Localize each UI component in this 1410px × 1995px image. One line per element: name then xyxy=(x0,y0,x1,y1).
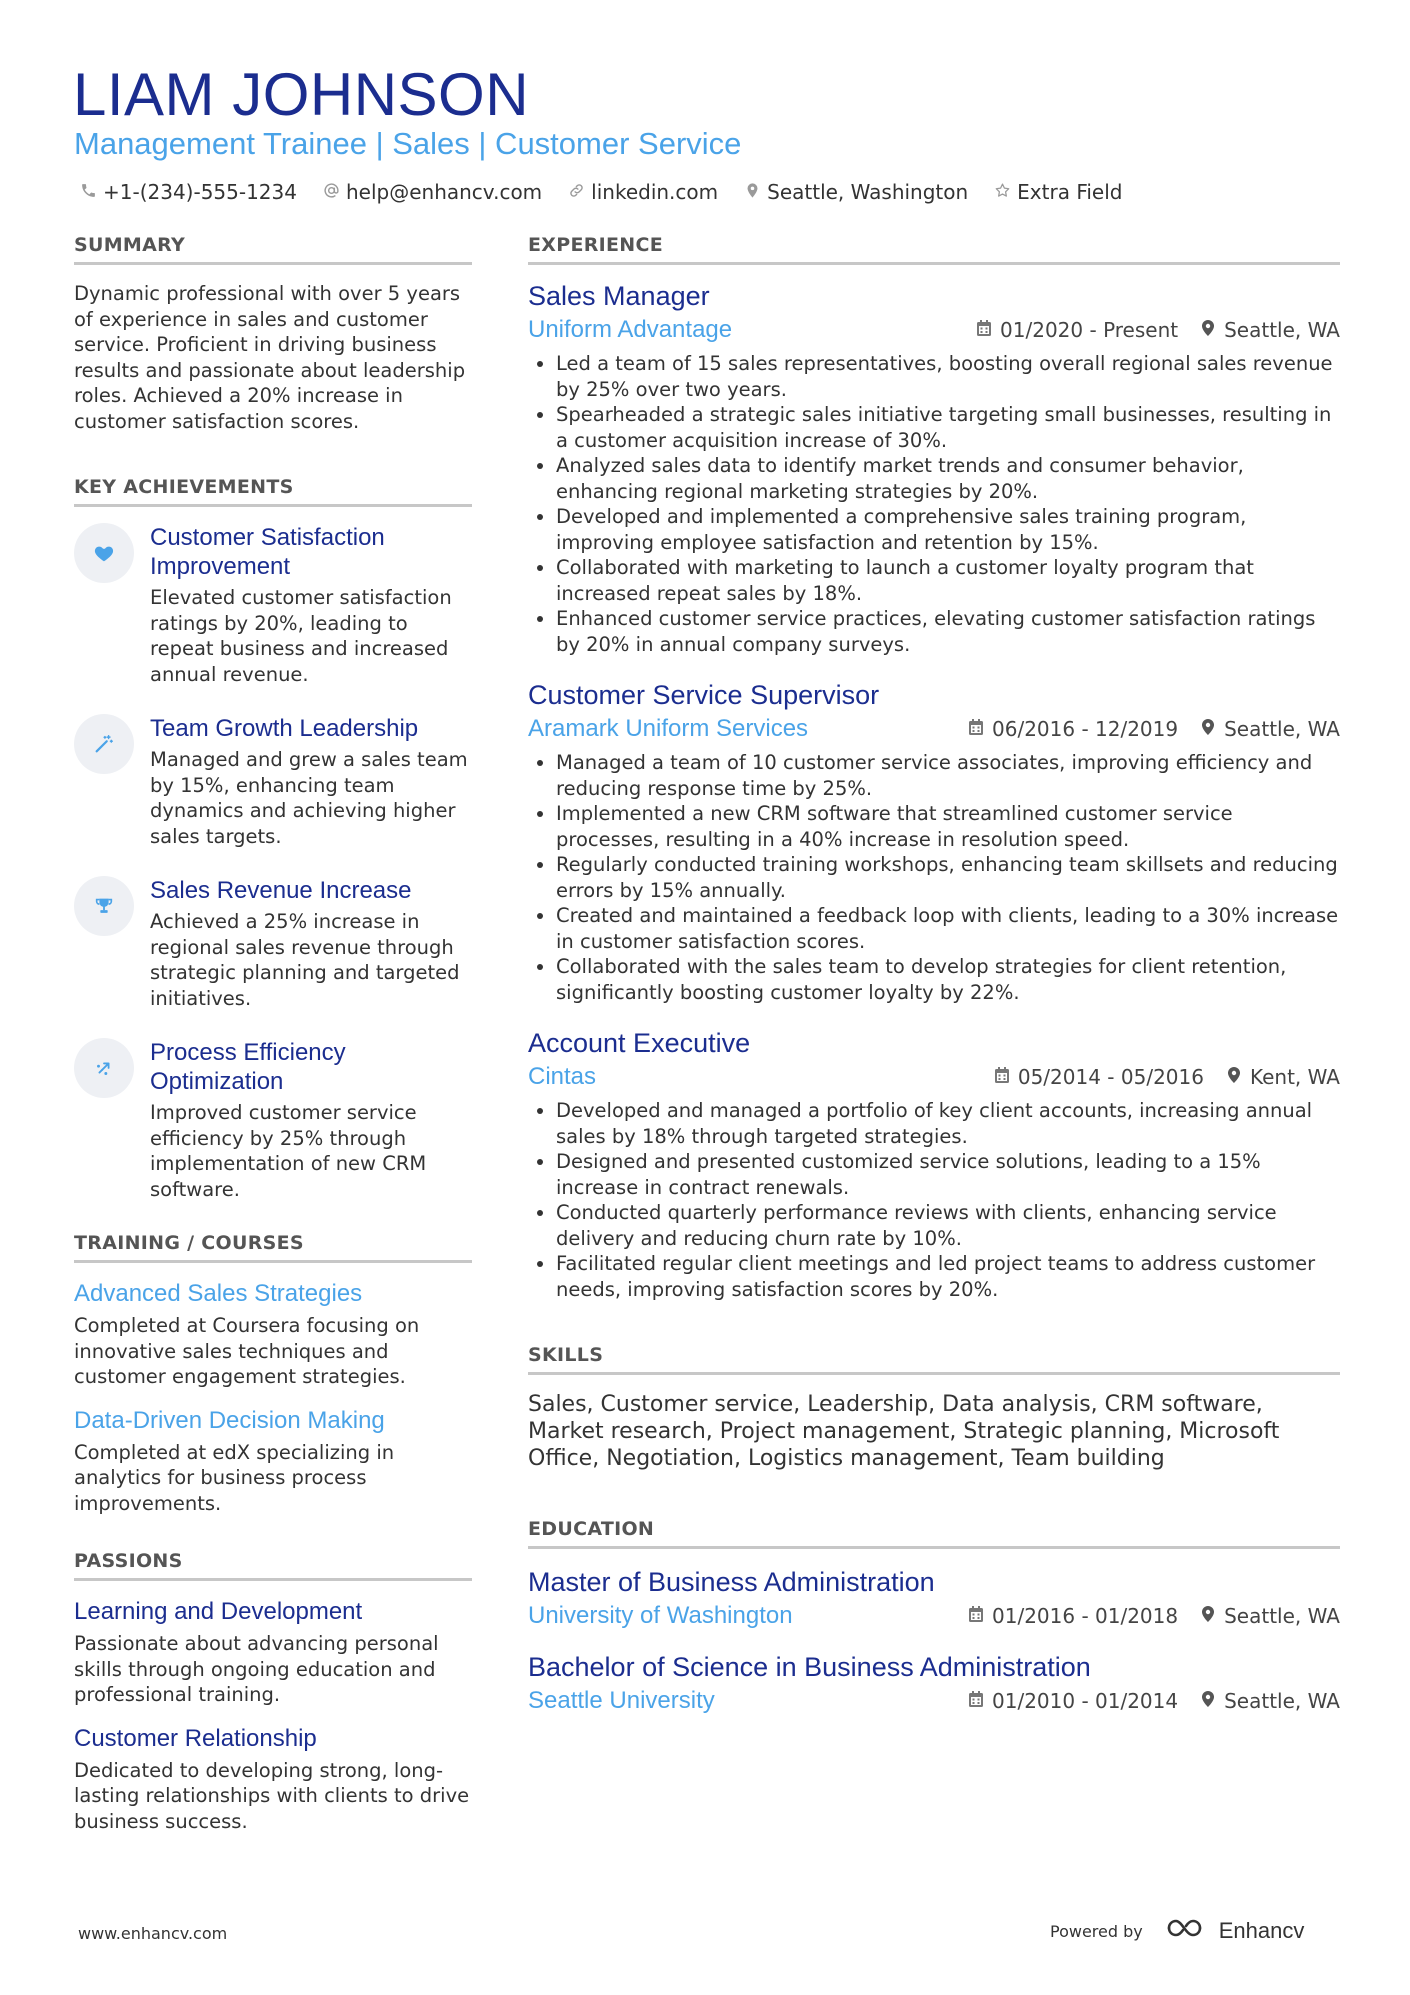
link-icon xyxy=(568,180,585,204)
job-role: Sales Manager xyxy=(528,281,710,311)
education-meta xyxy=(528,1684,1340,1718)
education-dates xyxy=(968,1689,1178,1713)
achievement-title: Sales Revenue Increase xyxy=(150,877,412,904)
job-company: Aramark Uniform Services xyxy=(528,715,809,742)
contact-bar xyxy=(80,177,1122,207)
education-meta-right xyxy=(968,1604,1340,1628)
section-title-achievements: KEY ACHIEVEMENTS xyxy=(74,476,472,507)
bullet-item: • Analyzed sales data to identify market trends and consumer behavior, enhancing regional marketing strategies by 20%. xyxy=(556,453,1340,504)
infinity-icon xyxy=(1165,1916,1211,1946)
job-meta-right xyxy=(968,717,1340,741)
brand-text: Enhancv xyxy=(1218,1918,1305,1943)
job-dates xyxy=(994,1065,1204,1089)
job-meta-right xyxy=(976,318,1340,342)
job-dates xyxy=(968,717,1178,741)
passion-item xyxy=(74,1597,472,1708)
education-location-text: Seattle, WA xyxy=(1224,1689,1340,1713)
job-location-text: Seattle, WA xyxy=(1224,318,1340,342)
bullet-item: • Managed a team of 10 customer service associates, improving efficiency and reducing response time by 25%. xyxy=(556,750,1340,801)
job-company: Uniform Advantage xyxy=(528,316,733,343)
location-pin-icon xyxy=(1200,1604,1216,1628)
achievement-title: Team Growth Leadership xyxy=(150,715,419,742)
education-location xyxy=(1200,1689,1340,1713)
phone-icon xyxy=(80,180,97,204)
location-pin-icon xyxy=(1200,318,1216,342)
education-school: Seattle University xyxy=(528,1687,715,1714)
achievement-item xyxy=(74,876,472,1011)
passions-section xyxy=(74,1550,472,1834)
linkedin-text: linkedin.com xyxy=(591,180,719,204)
job-entry xyxy=(528,1026,1340,1302)
location-text: Seattle, Washington xyxy=(767,180,969,204)
contact-location xyxy=(744,180,968,204)
education-entry xyxy=(528,1565,1340,1633)
course-item xyxy=(74,1406,472,1517)
job-entry xyxy=(528,279,1340,657)
job-bullets xyxy=(528,1098,1340,1302)
passion-text: Dedicated to developing strong, long-lasting relationships with clients to drive business success. xyxy=(74,1758,470,1833)
skills-section xyxy=(528,1344,1340,1472)
course-item xyxy=(74,1279,472,1390)
star-icon xyxy=(994,180,1011,204)
bullet-item: • Conducted quarterly performance reviews with clients, enhancing service delivery and reducing churn rate by 10%. xyxy=(556,1200,1340,1251)
course-title: Advanced Sales Strategies xyxy=(74,1280,363,1307)
education-school: University of Washington xyxy=(528,1602,793,1629)
achievement-text: Improved customer service efficiency by 25% through implementation of new CRM software. xyxy=(150,1101,427,1201)
job-meta xyxy=(528,1060,1340,1094)
powered-by-text: Powered by xyxy=(1050,1921,1143,1941)
location-pin-icon xyxy=(1200,717,1216,741)
course-title: Data-Driven Decision Making xyxy=(74,1406,385,1434)
bullet-item: • Regularly conducted training workshops, enhancing team skillsets and reducing errors by 15% annually. xyxy=(556,852,1340,903)
bullet-item: • Implemented a new CRM software that streamlined customer service processes, resulting in a 40% increase in resolution speed. xyxy=(556,801,1340,852)
summary-text: Dynamic professional with over 5 years of experience in sales and customer service. Proficient in driving business results and passionate about leadership roles. Achieved a 20% increase in customer satisfaction scores. xyxy=(74,282,466,433)
scatter-arrow-icon xyxy=(74,1038,134,1098)
location-pin-icon xyxy=(744,180,761,204)
achievement-text: Elevated customer satisfaction ratings by 20%, leading to repeat business and increased annual revenue. xyxy=(150,586,452,686)
education-location-text: Seattle, WA xyxy=(1224,1604,1340,1628)
bullet-item: • Collaborated with the sales team to develop strategies for client retention, significantly boosting customer loyalty by 22%. xyxy=(556,954,1340,1005)
calendar-icon xyxy=(976,318,992,342)
section-title-skills: SKILLS xyxy=(528,1344,1340,1375)
achievement-title: Process Efficiency Optimization xyxy=(150,1039,346,1095)
job-location xyxy=(1226,1065,1340,1089)
education-degree: Bachelor of Science in Business Administration xyxy=(528,1652,1091,1682)
job-role: Account Executive xyxy=(528,1028,751,1058)
job-dates-text: 06/2016 - 12/2019 xyxy=(992,717,1179,741)
bullet-item: • Developed and managed a portfolio of key client accounts, increasing annual sales by 18% through targeted strategies. xyxy=(556,1098,1340,1149)
education-dates-text: 01/2016 - 01/2018 xyxy=(992,1604,1179,1628)
job-company: Cintas xyxy=(528,1063,597,1090)
extra-field-text: Extra Field xyxy=(1017,180,1123,204)
achievement-text: Managed and grew a sales team by 15%, enhancing team dynamics and achieving higher sales targets. xyxy=(150,748,468,848)
contact-phone[interactable] xyxy=(80,180,297,204)
trophy-icon xyxy=(74,876,134,936)
achievement-title: Customer Satisfaction Improvement xyxy=(150,524,385,580)
education-location xyxy=(1200,1604,1340,1628)
bullet-item: • Facilitated regular client meetings and led project teams to address customer needs, improving satisfaction scores by 20%. xyxy=(556,1251,1340,1302)
section-title-training: TRAINING / COURSES xyxy=(74,1232,472,1263)
experience-section xyxy=(528,234,1340,1302)
footer-powered-by xyxy=(1050,1916,1304,1946)
job-location xyxy=(1200,717,1340,741)
bullet-item: • Developed and implemented a comprehensive sales training program, improving employee satisfaction and retention by 15%. xyxy=(556,504,1340,555)
bullet-item: • Led a team of 15 sales representatives, boosting overall regional sales revenue by 25% over two years. xyxy=(556,351,1340,402)
job-bullets xyxy=(528,351,1340,657)
at-icon xyxy=(323,180,340,204)
section-title-experience: EXPERIENCE xyxy=(528,234,1340,265)
education-dates-text: 01/2010 - 01/2014 xyxy=(992,1689,1179,1713)
calendar-icon xyxy=(968,717,984,741)
bullet-item: • Designed and presented customized service solutions, leading to a 15% increase in contract renewals. xyxy=(556,1149,1340,1200)
right-column xyxy=(528,234,1340,1735)
education-entry xyxy=(528,1650,1340,1718)
skills-text: Sales, Customer service, Leadership, Data analysis, CRM software, Market research, Project management, Strategic planning, Microsoft Office, Negotiation, Logistics management, Team building xyxy=(528,1392,1280,1471)
footer-website[interactable]: www.enhancv.com xyxy=(78,1924,228,1943)
achievement-item xyxy=(74,714,472,849)
achievement-item xyxy=(74,1038,472,1202)
job-location-text: Seattle, WA xyxy=(1224,717,1340,741)
contact-extra xyxy=(994,180,1122,204)
passion-title: Learning and Development xyxy=(74,1598,363,1625)
candidate-name: LIAM JOHNSON xyxy=(73,61,530,128)
job-entry xyxy=(528,678,1340,1005)
phone-text: +1-(234)-555-1234 xyxy=(103,180,297,204)
job-role: Customer Service Supervisor xyxy=(528,680,880,710)
enhancv-logo[interactable] xyxy=(1165,1916,1305,1946)
left-column xyxy=(74,234,472,1854)
job-location xyxy=(1200,318,1340,342)
course-text: Completed at Coursera focusing on innovative sales techniques and customer engagement strategies. xyxy=(74,1314,420,1388)
job-meta xyxy=(528,712,1340,746)
section-title-summary: SUMMARY xyxy=(74,234,472,265)
calendar-icon xyxy=(994,1065,1010,1089)
location-pin-icon xyxy=(1200,1689,1216,1713)
job-dates xyxy=(976,318,1178,342)
candidate-headline: Management Trainee | Sales | Customer Service xyxy=(74,126,742,161)
passion-title: Customer Relationship xyxy=(74,1724,317,1752)
course-text: Completed at edX specializing in analytics for business process improvements. xyxy=(74,1440,395,1515)
section-title-education: EDUCATION xyxy=(528,1518,1340,1549)
summary-section xyxy=(74,234,472,434)
bullet-item: • Created and maintained a feedback loop with clients, leading to a 30% increase in customer satisfaction scores. xyxy=(556,903,1340,954)
education-section xyxy=(528,1518,1340,1718)
training-section xyxy=(74,1232,472,1516)
calendar-icon xyxy=(968,1689,984,1713)
achievement-item xyxy=(74,523,472,687)
education-degree: Master of Business Administration xyxy=(528,1567,935,1597)
bullet-item: • Enhanced customer service practices, elevating customer satisfaction ratings by 20% in annual company surveys. xyxy=(556,606,1340,657)
job-dates-text: 05/2014 - 05/2016 xyxy=(1017,1065,1204,1089)
location-pin-icon xyxy=(1226,1065,1242,1089)
passion-item xyxy=(74,1724,472,1835)
contact-email[interactable] xyxy=(323,180,542,204)
section-title-passions: PASSIONS xyxy=(74,1550,472,1581)
bullet-item: • Spearheaded a strategic sales initiative targeting small businesses, resulting in a customer acquisition increase of 30%. xyxy=(556,402,1340,453)
education-dates xyxy=(968,1604,1178,1628)
magic-wand-icon xyxy=(74,714,134,774)
job-meta xyxy=(528,313,1340,347)
achievements-section xyxy=(74,476,472,1202)
job-dates-text: 01/2020 - Present xyxy=(1000,318,1179,342)
achievement-text: Achieved a 25% increase in regional sales revenue through strategic planning and targeted initiatives. xyxy=(150,910,460,1010)
job-meta-right xyxy=(994,1065,1340,1089)
education-meta-right xyxy=(968,1689,1340,1713)
email-text: help@enhancv.com xyxy=(345,180,543,204)
contact-linkedin[interactable] xyxy=(568,180,718,204)
job-location-text: Kent, WA xyxy=(1249,1065,1340,1089)
bullet-item: • Collaborated with marketing to launch a customer loyalty program that increased repeat sales by 18%. xyxy=(556,555,1340,606)
passion-text: Passionate about advancing personal skills through ongoing education and professional training. xyxy=(74,1632,439,1706)
job-bullets xyxy=(528,750,1340,1005)
calendar-icon xyxy=(968,1604,984,1628)
education-meta xyxy=(528,1599,1340,1633)
heart-icon xyxy=(74,523,134,583)
